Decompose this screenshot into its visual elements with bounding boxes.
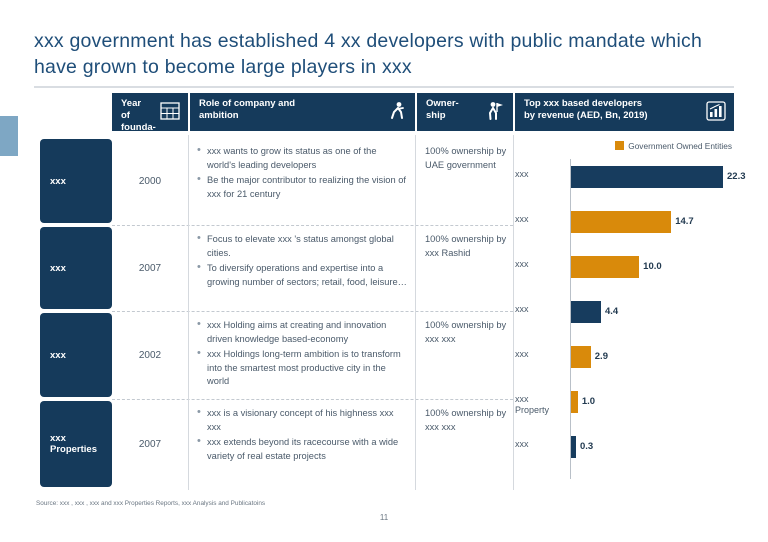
chart-bar <box>571 211 671 233</box>
column-header-role-label: Role of company and ambition <box>199 98 296 121</box>
chart-category-label: xxx <box>515 259 529 269</box>
column-header-top-developers-label: Top xxx based developers by revenue (AED, Bn, 2019) <box>524 98 648 121</box>
chart-bar-value: 0.3 <box>580 441 594 452</box>
row-divider <box>112 311 513 312</box>
legend-swatch-government <box>615 141 624 150</box>
role-bullet: • Focus to elevate xxx 's status amongst global cities. <box>207 233 407 260</box>
role-bullet: • Be the major contributor to realizing the vision of xxx for 21 century <box>207 174 407 201</box>
role-bullet: • xxx is a visionary concept of his highness xxx xxx <box>207 407 407 434</box>
row-name-box: xxx <box>40 313 112 397</box>
row-year-cell: 2002 <box>138 349 162 361</box>
row-role-cell <box>190 227 415 309</box>
chart-bar-value: 22.3 <box>727 171 746 182</box>
legend-label-government: Government Owned Entities <box>628 141 732 151</box>
chart-category-label: xxx <box>515 169 529 179</box>
person-flag-icon <box>484 100 506 122</box>
role-bullet: • xxx extends beyond its racecourse with a wide variety of real estate projects <box>207 436 407 463</box>
chart-category-label: xxx <box>515 349 529 359</box>
chart-category-label: xxx <box>515 214 529 224</box>
chart-bar-value: 4.4 <box>604 306 619 317</box>
chart-bar-value: 14.7 <box>675 216 694 227</box>
page-number: 11 <box>379 513 389 522</box>
row-role-cell <box>190 139 415 223</box>
chart-bar <box>571 256 639 278</box>
column-header-role <box>190 93 415 131</box>
column-divider <box>188 135 189 490</box>
revenue-bar-chart <box>515 131 746 489</box>
role-bullet: • xxx Holding aims at creating and innovation driven knowledge based-economy <box>207 319 407 346</box>
source-note: Source: xxx , xxx , xxx and xxx Properties Reports, xxx Analysis and Publicatoins <box>36 500 266 507</box>
chart-bar <box>571 346 591 368</box>
chart-bar-value: 1.0 <box>581 396 596 407</box>
title-divider <box>34 86 734 88</box>
column-header-top-developers <box>515 93 734 131</box>
page-title: xxx government has established 4 xx developers with public mandate which have grown to become large players in xxx <box>34 30 703 78</box>
bar-chart-icon <box>705 100 727 122</box>
role-bullet: • xxx Holdings long-term ambition is to transform into the smartest most productive city in the world <box>207 348 407 389</box>
row-name-box: xxx <box>40 227 112 309</box>
chart-bar-value: 2.9 <box>594 351 608 362</box>
row-divider <box>112 225 513 226</box>
role-bullet: • xxx wants to grow its status as one of the world's leading developers <box>207 145 407 172</box>
role-bullet: • To diversify operations and expertise into a growing number of sectors; retail, food, leisure… <box>207 262 407 289</box>
row-ownership-cell: 100% ownership by UAE government <box>425 146 507 170</box>
chart-category-label: xxx Property <box>515 394 550 415</box>
row-divider <box>112 399 513 400</box>
chart-category-label: xxx <box>515 304 529 314</box>
column-header-year <box>112 93 188 145</box>
row-role-cell <box>190 313 415 397</box>
chart-bar-value: 10.0 <box>643 261 662 272</box>
row-role-cell <box>190 401 415 487</box>
row-year-cell: 2007 <box>138 262 162 274</box>
row-year-cell: 2007 <box>138 438 162 450</box>
left-accent-block <box>0 116 18 156</box>
column-divider <box>513 135 514 490</box>
person-run-icon <box>386 100 408 122</box>
chart-bar <box>571 436 576 458</box>
chart-bar <box>571 301 601 323</box>
row-ownership-cell: 100% ownership by xxx xxx <box>425 408 507 432</box>
chart-bar <box>571 391 578 413</box>
column-divider <box>415 135 416 490</box>
column-header-ownership <box>417 93 513 131</box>
chart-bar <box>571 166 723 188</box>
row-year-cell: 2000 <box>138 175 162 187</box>
chart-legend <box>615 141 732 151</box>
row-name-box: xxx Properties <box>40 401 112 487</box>
chart-category-label: xxx <box>515 439 529 449</box>
row-ownership-cell: 100% ownership by xxx Rashid <box>425 234 507 258</box>
building-icon <box>159 100 181 122</box>
row-ownership-cell: 100% ownership by xxx xxx <box>425 320 507 344</box>
column-header-ownership-label: Owner- ship <box>426 98 459 121</box>
column-header-year-label: Year of founda- tion <box>121 98 156 145</box>
row-name-box: xxx <box>40 139 112 223</box>
